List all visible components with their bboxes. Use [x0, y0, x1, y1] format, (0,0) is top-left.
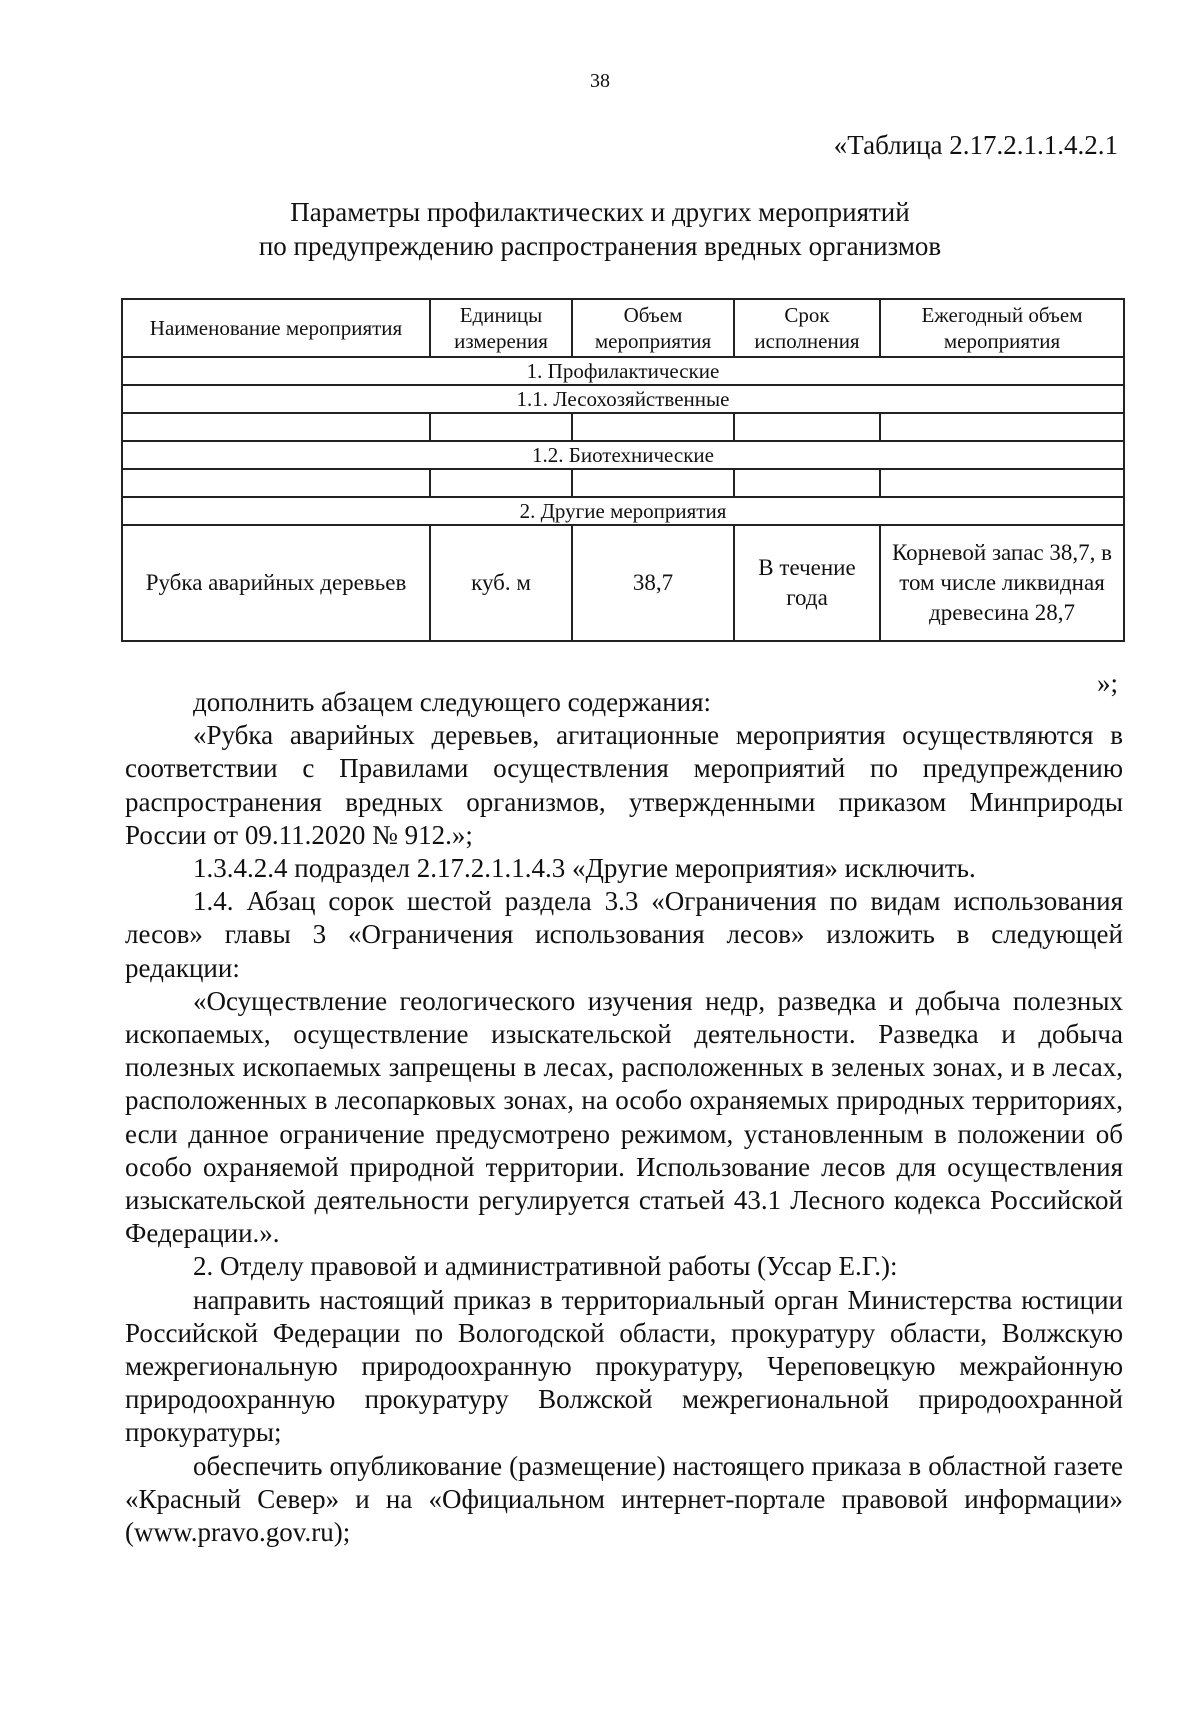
page-number: 38 — [590, 70, 610, 92]
header-annual: Ежегодный объем мероприятия — [880, 299, 1124, 357]
empty-cell — [122, 413, 430, 441]
section-row — [122, 441, 1124, 469]
cell-annual: Корневой запас 38,7, в том числе ликвидная древесина 28,7 — [880, 525, 1124, 641]
parameters-table — [121, 298, 1125, 642]
table-row — [122, 525, 1124, 641]
empty-cell — [880, 469, 1124, 497]
paragraph: «Рубка аварийных деревьев, агитационные мероприятия осуществляются в соответствии с Правилами осуществления мероприятий по предупреждению распространения вредных организмов, утвержденными приказом Минприроды России от 09.11.2020 № 912.»; — [125, 720, 1123, 850]
empty-cell — [880, 413, 1124, 441]
cell-name: Рубка аварийных деревьев — [122, 525, 430, 641]
cell-volume: 38,7 — [572, 525, 734, 641]
paragraph: 2. Отделу правовой и административной работы (Уссар Е.Г.): — [193, 1251, 898, 1282]
empty-cell — [734, 413, 880, 441]
section-other: 2. Другие мероприятия — [122, 497, 1124, 525]
table-title — [0, 195, 1200, 263]
section-row — [122, 497, 1124, 525]
table-header-row — [122, 299, 1124, 357]
paragraph: обеспечить опубликование (размещение) настоящего приказа в областной газете «Красный Север» и на «Официальном интернет-портале правовой информации» (www.pravo.gov.ru); — [125, 1450, 1123, 1548]
section-row — [122, 385, 1124, 413]
empty-cell — [572, 469, 734, 497]
paragraph: дополнить абзацем следующего содержания: — [193, 687, 712, 717]
section-row — [122, 357, 1124, 385]
table-reference: «Таблица 2.17.2.1.1.4.2.1 — [833, 130, 1118, 160]
empty-cell — [572, 413, 734, 441]
cell-unit: куб. м — [430, 525, 572, 641]
document-body — [125, 686, 1123, 1549]
paragraph: «Осуществление геологического изучения недр, разведка и добыча полезных ископаемых, осуществление изыскательской деятельности. Разведка и добыча полезных ископаемых запрещены в лесах, расположенных в зеленых зонах, и в лесах, расположенных в лесопарковых зонах, на особо охраняемых природных территориях, если данное ограничение предусмотрено режимом, установленным в положении об особо охраняемой природной территории. Использование лесов для осуществления изыскательской деятельности регулируется статьей 43.1 Лесного кодекса Российской Федерации.». — [125, 985, 1123, 1249]
header-term: Срок исполнения — [734, 299, 880, 357]
section-biotechnical: 1.2. Биотехнические — [122, 441, 1124, 469]
empty-row — [122, 413, 1124, 441]
empty-cell — [430, 413, 572, 441]
table-title-line-1: Параметры профилактических и других мероприятий — [290, 197, 910, 227]
paragraph: 1.3.4.2.4 подраздел 2.17.2.1.1.4.3 «Другие мероприятия» исключить. — [193, 853, 976, 884]
closing-quote: »; — [1096, 668, 1118, 698]
header-unit: Единицы измерения — [430, 299, 572, 357]
empty-row — [122, 469, 1124, 497]
section-prophylactic: 1. Профилактические — [122, 357, 1124, 385]
empty-cell — [430, 469, 572, 497]
header-volume: Объем мероприятия — [572, 299, 734, 357]
empty-cell — [122, 469, 430, 497]
paragraph: направить настоящий приказ в территориальный орган Министерства юстиции Российской Федерации по Вологодской области, прокуратуру области, Волжскую межрегиональную природоохранную прокуратуру, Череповецкую межрайонную природоохранную прокуратуру Волжской межрегиональной природоохранной прокуратуры; — [125, 1284, 1123, 1448]
table-title-line-2: по предупреждению распространения вредных организмов — [258, 231, 942, 261]
section-forestry: 1.1. Лесохозяйственные — [122, 385, 1124, 413]
header-name: Наименование мероприятия — [122, 299, 430, 357]
empty-cell — [734, 469, 880, 497]
cell-term: В течение года — [734, 525, 880, 641]
paragraph: 1.4. Абзац сорок шестой раздела 3.3 «Ограничения по видам использования лесов» главы 3 «Ограничения использования лесов» изложить в следующей редакции: — [125, 886, 1123, 983]
